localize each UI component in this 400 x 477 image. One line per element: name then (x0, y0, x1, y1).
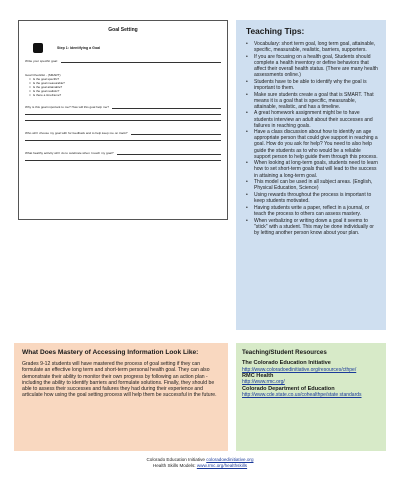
resource-link[interactable]: http://www.coloradoedinitiative.org/resources/cthpe/ (242, 366, 357, 373)
teaching-tips-panel (236, 20, 386, 330)
footer (0, 457, 400, 469)
tip-item: • Using rewards throughout the process is important to keep students motivated. (246, 192, 372, 205)
mastery-panel (14, 343, 228, 451)
checklist-item: □ Is the goal realistic? (29, 89, 221, 93)
teaching-tips-list (244, 41, 378, 236)
worksheet-step-label: Step 1: Identifying a Goal (57, 46, 101, 50)
tip-item: • When looking at long-term goals, students need to learn how to set short-term goals that will lead to the success in attaining a long-term goal. (246, 160, 378, 179)
tip-item: • When verbalizing or writing down a goal it seems to "stick" with a student. This may be done individually or by letting another person know about your plan. (246, 217, 374, 236)
worksheet-icon (33, 43, 43, 53)
resource-link[interactable]: http://www.rmc.org/ (242, 379, 285, 386)
checklist-item: □ Is the goal attainable? (29, 85, 221, 89)
footer-line1-link[interactable]: coloradoedinitiative.org (206, 457, 254, 462)
footer-line2-link[interactable]: www.rmc.org/healthskills (196, 463, 248, 468)
tip-item: • Have a class discussion about how to identify an age appropriate person that could give support in reaching a goal. How do you ask for help? You need to also help guide the students as to who would be a reliable support person to help guide them through this process. (246, 129, 378, 160)
resource-name: RMC Health (242, 372, 274, 379)
checklist-item: □ Is the goal measurable? (29, 81, 221, 85)
worksheet-title: Goal Setting (108, 27, 138, 33)
footer-line2-text: Health Skills Models: (152, 463, 196, 468)
worksheet-question-3: Who will I choose my goal with for feedback and to help keep me on track? (25, 131, 128, 135)
goal-setting-worksheet (18, 20, 228, 220)
worksheet-question-1: Write your specific goal: (25, 59, 58, 63)
mastery-body: Grades 9-12 students will have mastered the process of goal setting if they can formulate an effective long term and short-term personal health goal. They can also demonstrate their ability to monitor their own progress by following an action plan - including the ability to identify barriers and formulate solutions. Finally, they should be able to assess their successes and failures they had during their experience and articulate how using the goal setting process will help them be successful in the future. (22, 361, 217, 399)
tip-item: • This model can be used in all subject areas. (English, Physical Education, Science) (246, 179, 373, 192)
tip-item: • Having students write a paper, reflect in a journal, or teach the process to others can assess mastery. (246, 204, 370, 217)
checklist-item: □ Is there a timeframe? (29, 93, 221, 97)
tip-item: • Vocabulary: short term goal, long term goal, attainable, specific, measurable, realistic, barriers, supporters. (246, 41, 376, 54)
worksheet-checklist (25, 77, 221, 97)
resources-title: Teaching/Student Resources (242, 349, 327, 356)
checklist-item: □ Is the goal specific? (29, 77, 221, 81)
tip-item: • If you are focusing on a health goal, Students should complete a health inventory or define behaviors that affect their overall health status. (There are many health assessments online.) (246, 53, 378, 79)
footer-line1-text: Colorado Education Initiative (146, 457, 205, 462)
worksheet-question-2: Why is this goal important to me? How will this goal help me? (25, 105, 109, 109)
tip-item: • Make sure students create a goal that is SMART. That means it is a goal that is specific, measurable, attainable, realistic, and has a timeline. (246, 91, 374, 110)
mastery-title: What Does Mastery of Accessing Information Look Like: (22, 349, 199, 356)
tip-item: • A great homework assignment might be to have students interview an adult about their successes and failures in reaching goals. (246, 110, 373, 129)
resource-link[interactable]: http://www.cde.state.co.us/cohealthpe/state standards (242, 392, 362, 399)
resources-panel (236, 343, 386, 451)
resource-name: Colorado Department of Education (242, 385, 335, 392)
worksheet-question-4: What healthy activity will I do to celebrate when I reach my goal? (25, 151, 114, 155)
teaching-tips-title: Teaching Tips: (246, 26, 305, 36)
worksheet-checklist-title: Goal Checklist - (SMART) (25, 73, 61, 77)
resource-name: The Colorado Education Initiative (242, 360, 331, 366)
tip-item: • Students have to be able to identify why the goal is important to them. (246, 78, 367, 91)
